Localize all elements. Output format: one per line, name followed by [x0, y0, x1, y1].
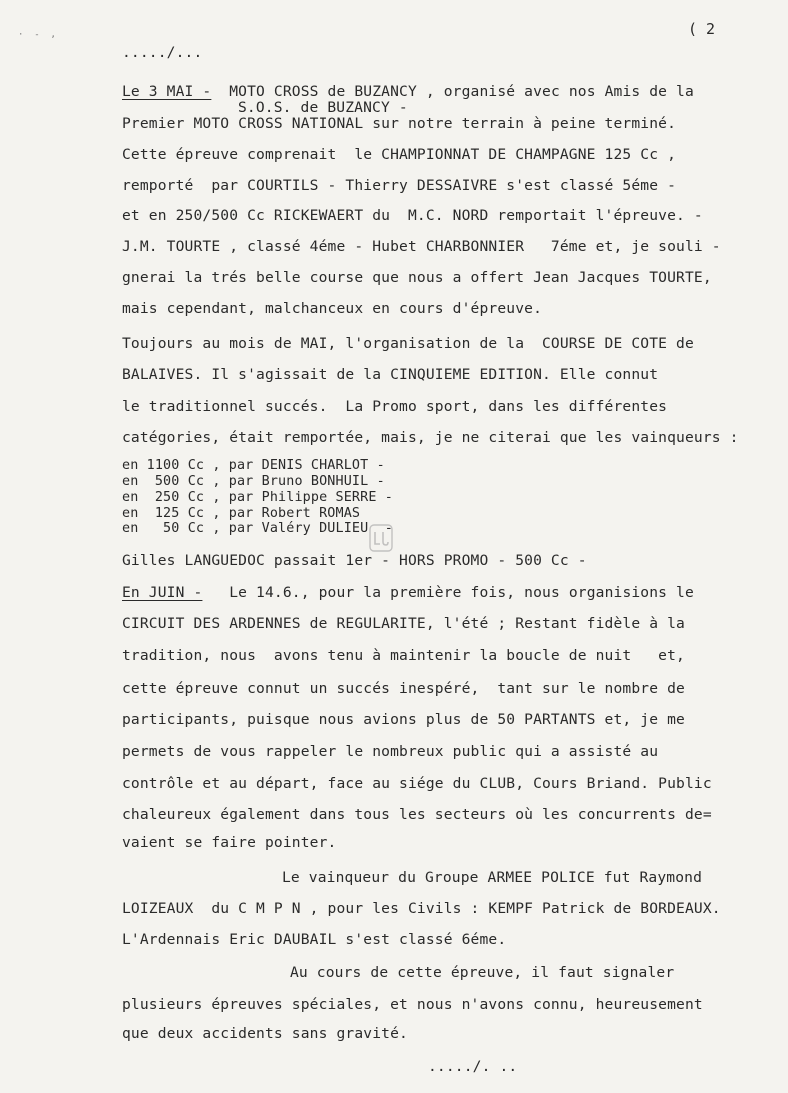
text-line: Cette épreuve comprenait le CHAMPIONNAT DE CHAMPAGNE 125 Cc , [122, 146, 677, 163]
text-line: chaleureux également dans tous les secteurs où les concurrents de= [122, 806, 712, 823]
text-line: L'Ardennais Eric DAUBAIL s'est classé 6éme. [122, 931, 507, 948]
text-line: et en 250/500 Cc RICKEWAERT du M.C. NORD remportait l'épreuve. - [122, 207, 703, 224]
text-line: cette épreuve connut un succés inespéré, tant sur le nombre de [122, 680, 685, 697]
watermark-stamp [368, 523, 394, 553]
continuation-marker-bottom: ...../. .. [428, 1058, 518, 1075]
section-lead: Le 3 MAI - [122, 83, 212, 100]
text-line: LOIZEAUX du C M P N , pour les Civils : KEMPF Patrick de BORDEAUX. [122, 900, 721, 917]
text-line: Gilles LANGUEDOC passait 1er - HORS PROMO - 500 Cc - [122, 552, 587, 569]
scan-speck: · - , [18, 30, 56, 40]
text-line: tradition, nous avons tenu à maintenir la boucle de nuit et, [122, 647, 685, 664]
section-lead: En JUIN - [122, 584, 203, 601]
text-line: CIRCUIT DES ARDENNES de REGULARITE, l'été ; Restant fidèle à la [122, 615, 685, 632]
text-line: S.O.S. de BUZANCY - [238, 99, 408, 116]
text-line [122, 83, 694, 101]
text-line: J.M. TOURTE , classé 4éme - Hubet CHARBONNIER 7éme et, je souli - [122, 238, 721, 255]
text-line: catégories, était remportée, mais, je ne citerai que les vainqueurs : [122, 429, 739, 446]
text-line: vaient se faire pointer. [122, 834, 337, 851]
text-line: Le vainqueur du Groupe ARMEE POLICE fut Raymond [282, 869, 703, 886]
text-line: mais cependant, malchanceux en cours d'épreuve. [122, 300, 543, 317]
text-line-body: MOTO CROSS de BUZANCY , organisé avec nos Amis de la [211, 83, 694, 100]
text-line: BALAIVES. Il s'agissait de la CINQUIEME EDITION. Elle connut [122, 366, 659, 383]
text-line: gnerai la trés belle course que nous a offert Jean Jacques TOURTE, [122, 269, 712, 286]
text-line: Premier MOTO CROSS NATIONAL sur notre terrain à peine terminé. [122, 115, 677, 132]
text-line: Au cours de cette épreuve, il faut signaler [290, 964, 675, 981]
text-line: le traditionnel succés. La Promo sport, dans les différentes [122, 398, 668, 415]
winner-line: en 250 Cc , par Philippe SERRE - [122, 490, 393, 505]
winner-line: en 50 Cc , par Valéry DULIEU - [122, 521, 393, 536]
text-line: que deux accidents sans gravité. [122, 1025, 408, 1042]
text-line: remporté par COURTILS - Thierry DESSAIVRE s'est classé 5éme - [122, 177, 677, 194]
continuation-marker-top: ...../... [122, 44, 203, 61]
text-line: Toujours au mois de MAI, l'organisation de la COURSE DE COTE de [122, 335, 694, 352]
winner-line: en 1100 Cc , par DENIS CHARLOT - [122, 458, 385, 473]
text-line [122, 584, 694, 602]
text-line: permets de vous rappeler le nombreux public qui a assisté au [122, 743, 659, 760]
page-number: ( 2 [688, 20, 716, 38]
text-line: participants, puisque nous avions plus de 50 PARTANTS et, je me [122, 711, 685, 728]
text-line: contrôle et au départ, face au siége du CLUB, Cours Briand. Public [122, 775, 712, 792]
text-line: plusieurs épreuves spéciales, et nous n'avons connu, heureusement [122, 996, 703, 1013]
text-line-body: Le 14.6., pour la première fois, nous organisions le [202, 584, 694, 601]
winner-line: en 125 Cc , par Robert ROMAS [122, 506, 361, 521]
winner-line: en 500 Cc , par Bruno BONHUIL - [122, 474, 385, 489]
